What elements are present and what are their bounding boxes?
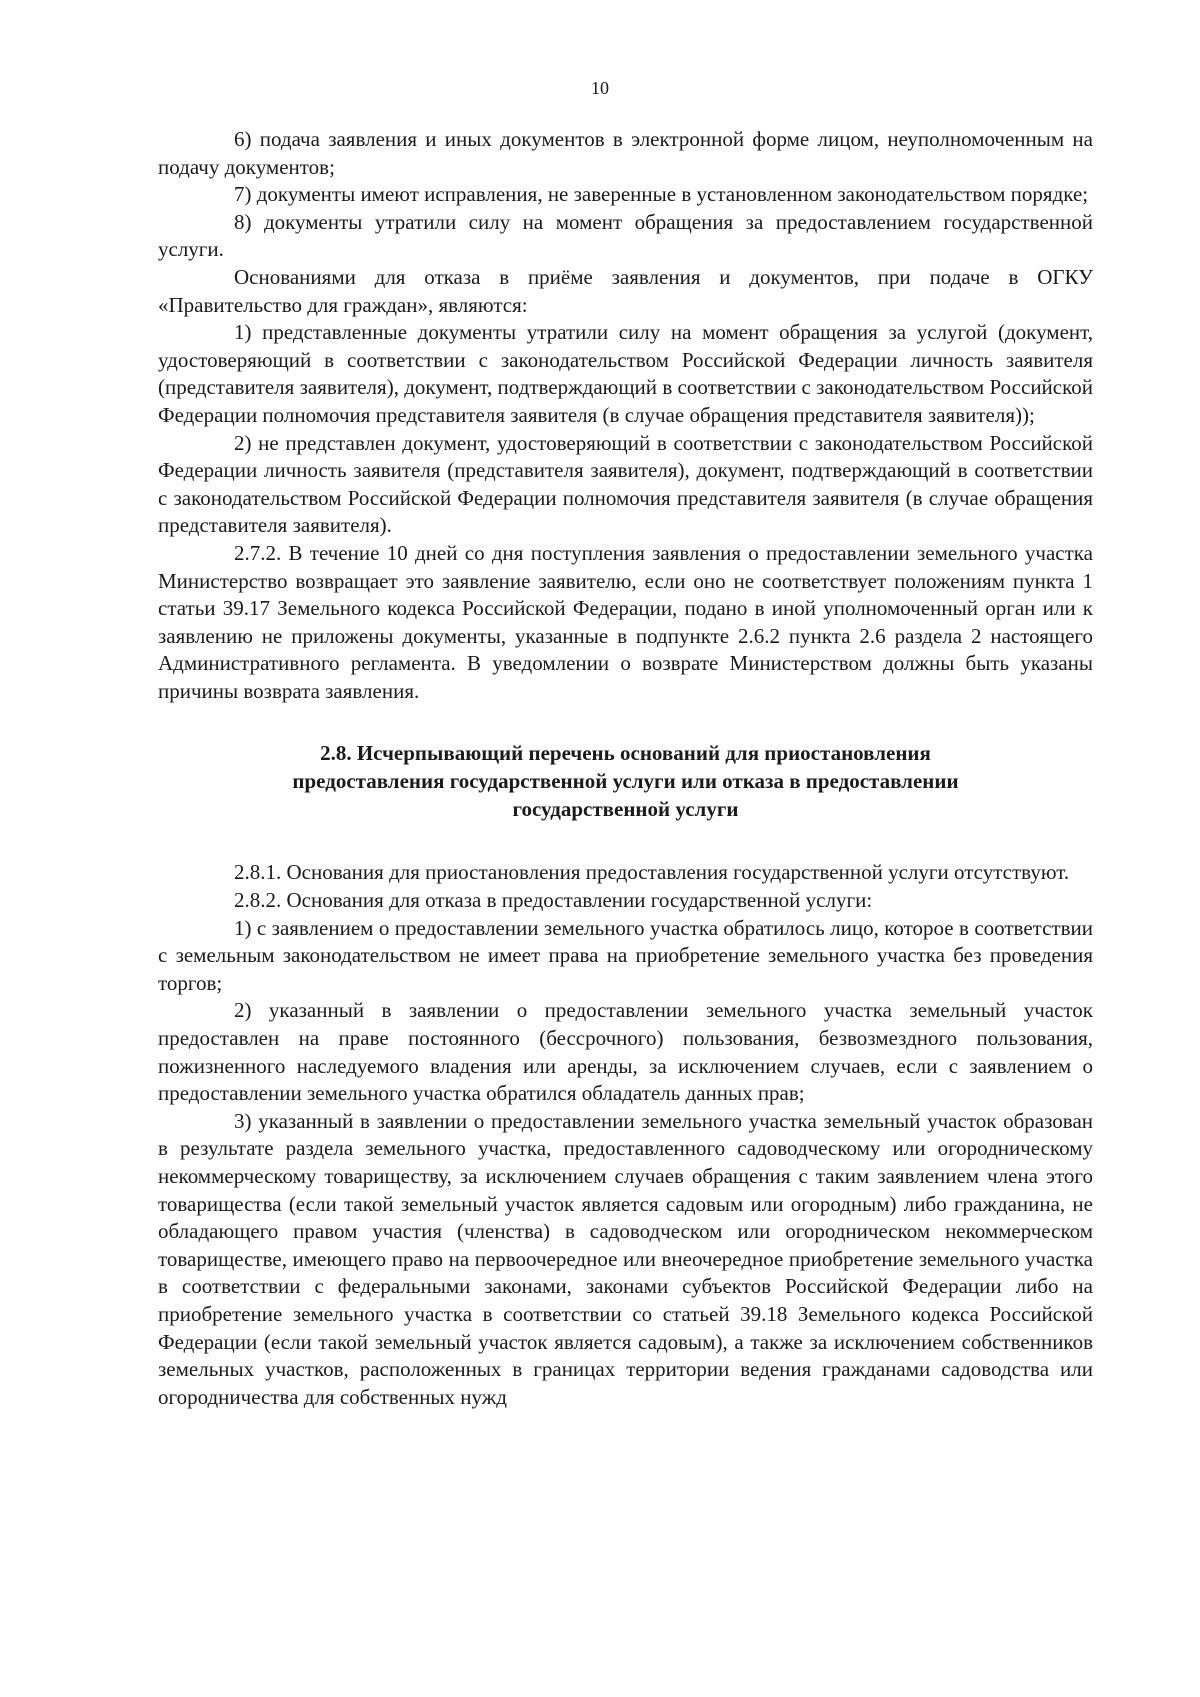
paragraph-refusal-item-2: 2) указанный в заявлении о предоставлении земельного участка земельный участок предоставлен на праве постоянного (бессрочного) пользования, безвозмездного пользования, пожизненного наследуемого владения или аренды, за исключением случаев, если с заявлением о предоставлении земельного участка обратился обладатель данных прав; [158,998,1093,1106]
section-heading-line: государственной услуги [512,797,739,822]
paragraph-ogku-grounds: Основаниями для отказа в приёме заявления и документов, при подаче в ОГКУ «Правительство для граждан», являются: [158,264,1093,317]
paragraph-2-8-2: 2.8.2. Основания для отказа в предоставлении государственной услуги: [234,888,873,913]
paragraph-ogku-item-2: 2) не представлен документ, удостоверяющий в соответствии с законодательством Российской Федерации личность заявителя (представителя заявителя), документ, подтверждающий в соответствии с законодательством Российской Федерации полномочия представителя заявителя (в случае обращения представителя заявителя). [158,430,1093,538]
section-heading-2-8 [158,739,1093,823]
paragraph-item-6: 6) подача заявления и иных документов в электронной форме лицом, неуполномоченным на подачу документов; [158,127,1093,179]
paragraph-item-7: 7) документы имеют исправления, не заверенные в установленном законодательством порядке; [234,182,1089,207]
paragraph-2-8-1: 2.8.1. Основания для приостановления предоставления государственной услуги отсутствуют. [234,860,1070,885]
section-heading-line: 2.8. Исчерпывающий перечень оснований для приостановления [320,741,931,766]
page-number: 10 [591,78,609,98]
paragraph-refusal-item-3: 3) указанный в заявлении о предоставлении земельного участка земельный участок образован в результате раздела земельного участка, предоставленного садоводческому или огородническому некоммерческому товариществу, за исключением случаев обращения с таким заявлением члена этого товарищества (если такой земельный участок является садовым или огородным) либо гражданина, не обладающего правом участия (членства) в садоводческом или огородническом некоммерческом товариществе, имеющего право на первоочередное или внеочередное приобретение земельного участка в соответствии с федеральными законами, законами субъектов Российской Федерации либо на приобретение земельного участка в соответствии со статьей 39.18 Земельного кодекса Российской Федерации (если такой земельный участок является садовым), а также за исключением собственников земельных участков, расположенных в границах территории ведения гражданами садоводства или огородничества для собственных нужд [158,1108,1093,1409]
paragraph-2-7-2: 2.7.2. В течение 10 дней со дня поступления заявления о предоставлении земельного участка Министерство возвращает это заявление заявителю, если оно не соответствует положениям пункта 1 статьи 39.17 Земельного кодекса Российской Федерации, подано в иной уполномоченный орган или к заявлению не приложены документы, указанные в подпункте 2.6.2 пункта 2.6 раздела 2 настоящего Административного регламента. В уведомлении о возврате Министерством должны быть указаны причины возврата заявления. [158,540,1093,703]
paragraph-ogku-item-1: 1) представленные документы утратили силу на момент обращения за услугой (документ, удостоверяющий в соответствии с законодательством Российской Федерации личность заявителя (представителя заявителя), документ, подтверждающий в соответствии с законодательством Российской Федерации полномочия представителя заявителя (в случае обращения представителя заявителя)); [158,320,1093,427]
document-body [158,126,1093,1411]
paragraph-refusal-item-1: 1) с заявлением о предоставлении земельного участка обратилось лицо, которое в соответствии с земельным законодательством не имеет права на приобретение земельного участка без проведения торгов; [158,915,1093,995]
section-heading-line: предоставления государственной услуги или отказа в предоставлении [292,769,959,794]
paragraph-item-8: 8) документы утратили силу на момент обращения за предоставлением государственной услуги. [158,209,1093,262]
